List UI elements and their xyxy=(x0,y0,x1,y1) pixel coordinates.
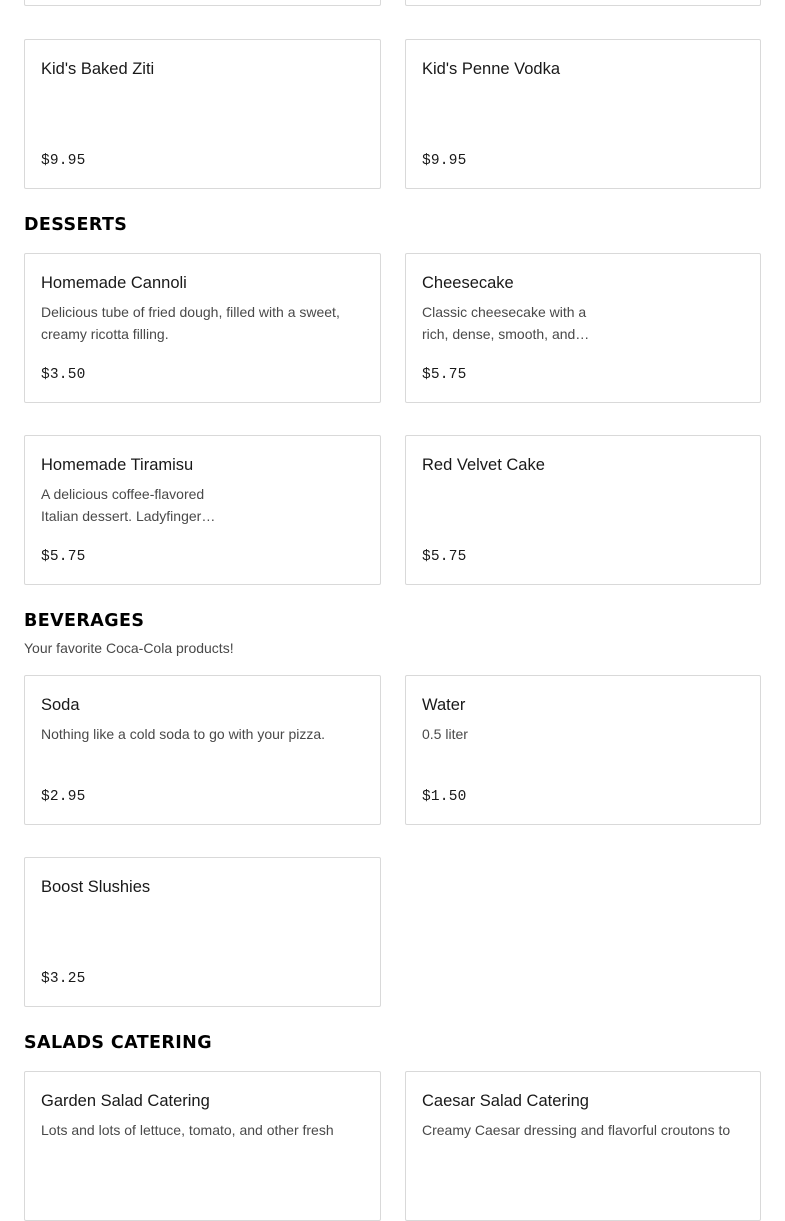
menu-item-description: Classic cheesecake with a rich, dense, smooth, and… xyxy=(422,304,590,342)
menu-item-price: $2.95 xyxy=(41,789,86,805)
menu-item-card-caesar-salad-catering[interactable] xyxy=(405,1071,761,1221)
menu-item-price: $5.75 xyxy=(422,549,467,565)
menu-item-price: $5.75 xyxy=(41,549,86,565)
section-subtitle-beverages: Your favorite Coca-Cola products! xyxy=(24,640,234,656)
menu-item-card-homemade-tiramisu[interactable] xyxy=(24,435,381,585)
menu-item-description: Delicious tube of fried dough, filled with a sweet, creamy ricotta filling. xyxy=(41,304,340,342)
menu-item-price: $3.25 xyxy=(41,971,86,987)
menu-item-price: $1.50 xyxy=(422,789,467,805)
section-title-desserts: DESSERTS xyxy=(24,215,128,235)
menu-item-name: Red Velvet Cake xyxy=(422,456,545,474)
menu-item-card[interactable] xyxy=(24,0,381,6)
section-title-salads-catering: SALADS CATERING xyxy=(24,1033,212,1053)
menu-item-name: Kid's Penne Vodka xyxy=(422,60,561,78)
menu-item-name: Boost Slushies xyxy=(41,878,151,896)
section-title-beverages: BEVERAGES xyxy=(24,611,145,631)
menu-item-name: Homemade Tiramisu xyxy=(41,456,194,474)
menu-item-price: $3.50 xyxy=(41,367,86,383)
menu-item-description: Nothing like a cold soda to go with your pizza. xyxy=(41,726,326,742)
menu-item-card-boost-slushies[interactable] xyxy=(24,857,381,1007)
menu-item-card-cheesecake[interactable] xyxy=(405,253,761,403)
menu-item-card[interactable] xyxy=(405,0,761,6)
menu-item-description: Lots and lots of lettuce, tomato, and other fresh xyxy=(41,1122,334,1138)
menu-item-description: 0.5 liter xyxy=(422,726,468,742)
menu-item-price: $9.95 xyxy=(422,153,467,169)
menu-item-name: Caesar Salad Catering xyxy=(422,1092,589,1110)
menu-item-description: A delicious coffee-flavored Italian dessert. Ladyfinger… xyxy=(41,486,216,524)
menu-item-name: Cheesecake xyxy=(422,274,514,292)
menu-item-card-garden-salad-catering[interactable] xyxy=(24,1071,381,1221)
menu-item-card-water[interactable] xyxy=(405,675,761,825)
menu-item-name: Water xyxy=(422,696,466,714)
menu-item-name: Garden Salad Catering xyxy=(41,1092,210,1110)
menu-item-name: Soda xyxy=(41,696,80,714)
menu-item-name: Kid's Baked Ziti xyxy=(41,60,155,78)
menu-item-card-kids-penne-vodka[interactable] xyxy=(405,39,761,189)
menu-item-card-homemade-cannoli[interactable] xyxy=(24,253,381,403)
menu-item-price: $5.75 xyxy=(422,367,467,383)
menu-item-card-kids-baked-ziti[interactable] xyxy=(24,39,381,189)
menu-item-card-soda[interactable] xyxy=(24,675,381,825)
menu-item-card-red-velvet-cake[interactable] xyxy=(405,435,761,585)
menu-item-name: Homemade Cannoli xyxy=(41,274,187,292)
menu-item-price: $9.95 xyxy=(41,153,86,169)
menu-item-description: Creamy Caesar dressing and flavorful croutons to xyxy=(422,1122,731,1138)
